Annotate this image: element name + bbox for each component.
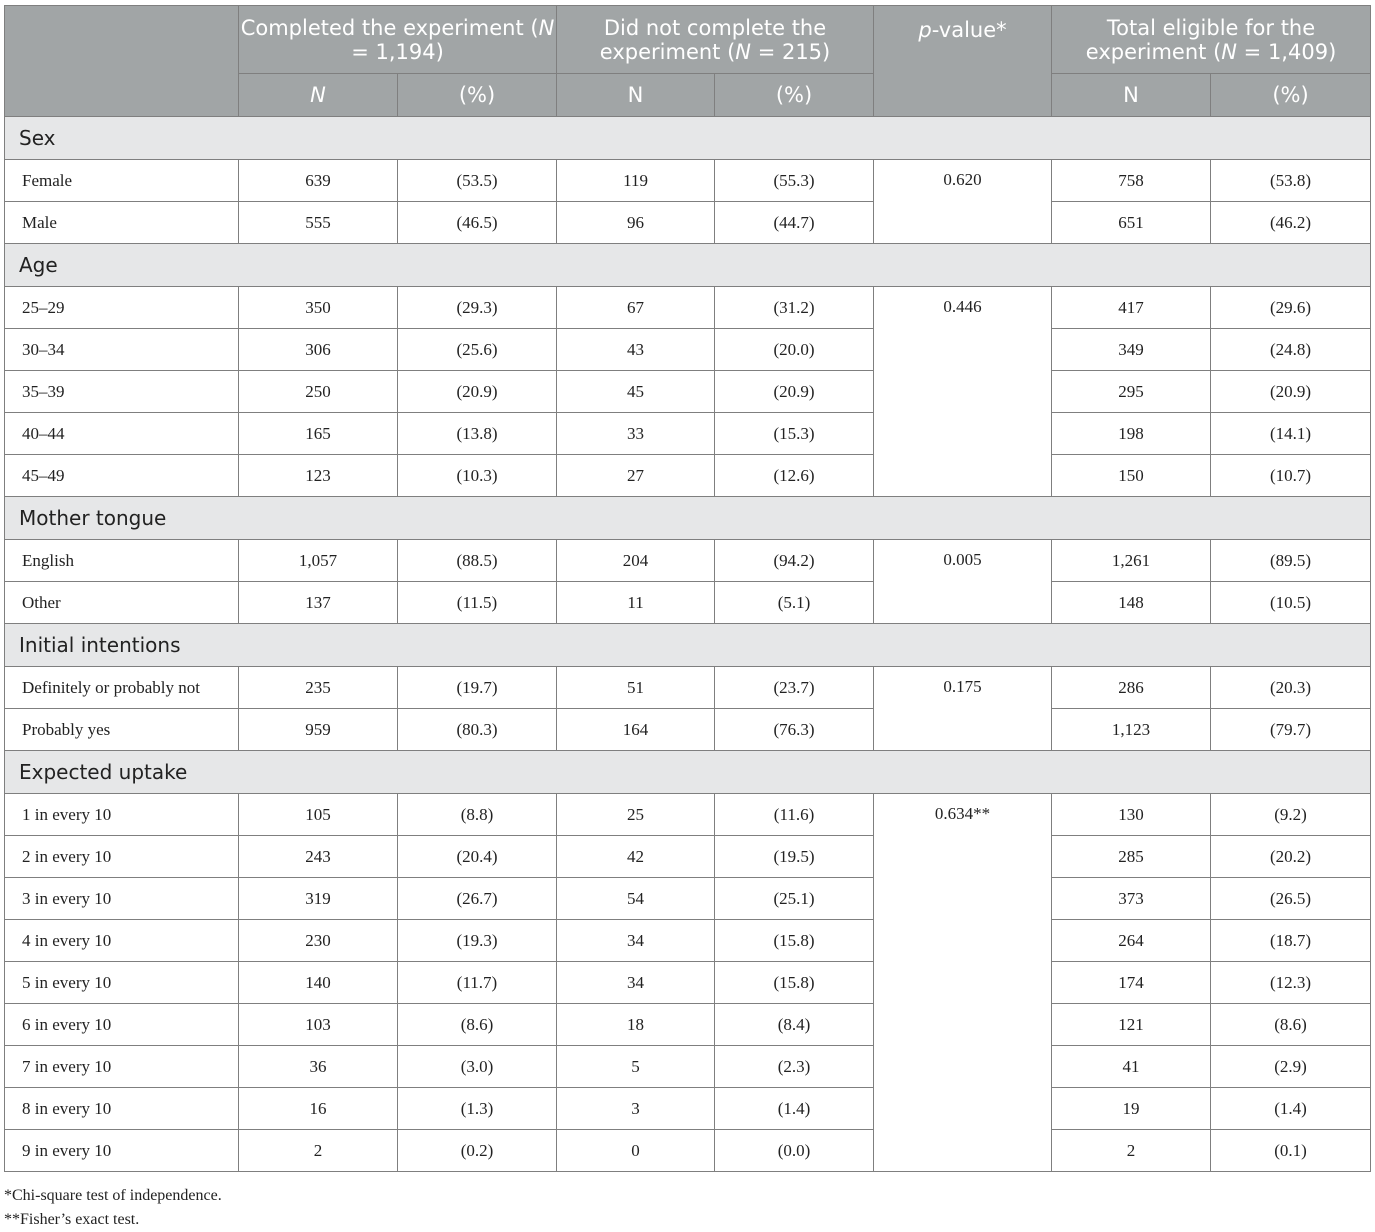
total-n-cell: 264 <box>1052 920 1211 962</box>
completed-pct-cell: (29.3) <box>398 287 557 329</box>
table-row <box>5 794 1371 836</box>
not-completed-n-cell: 67 <box>557 287 715 329</box>
not-completed-pct-cell: (25.1) <box>715 878 874 920</box>
total-n-cell: 651 <box>1052 202 1211 244</box>
completed-n-cell: 230 <box>239 920 398 962</box>
completed-n-cell: 137 <box>239 582 398 624</box>
section-title: Expected uptake <box>5 751 1371 794</box>
subheader-total-n: N <box>1052 74 1211 117</box>
completed-n-cell: 243 <box>239 836 398 878</box>
footnotes <box>4 1184 222 1232</box>
table-row <box>5 878 1371 920</box>
row-label: Male <box>5 202 239 244</box>
completed-n-cell: 105 <box>239 794 398 836</box>
total-n-cell: 41 <box>1052 1046 1211 1088</box>
table-row <box>5 1004 1371 1046</box>
section-row <box>5 497 1371 540</box>
section-row <box>5 117 1371 160</box>
total-n-cell: 198 <box>1052 413 1211 455</box>
row-label: 25–29 <box>5 287 239 329</box>
section-row <box>5 624 1371 667</box>
not-completed-n-cell: 204 <box>557 540 715 582</box>
not-completed-n-cell: 34 <box>557 962 715 1004</box>
section-title: Initial intentions <box>5 624 1371 667</box>
not-completed-n-cell: 43 <box>557 329 715 371</box>
row-label: 5 in every 10 <box>5 962 239 1004</box>
not-completed-pct-cell: (5.1) <box>715 582 874 624</box>
total-pct-cell: (46.2) <box>1211 202 1371 244</box>
not-completed-pct-cell: (15.8) <box>715 920 874 962</box>
table-row <box>5 582 1371 624</box>
not-completed-pct-cell: (94.2) <box>715 540 874 582</box>
row-label: 7 in every 10 <box>5 1046 239 1088</box>
completed-pct-cell: (25.6) <box>398 329 557 371</box>
table-row <box>5 1046 1371 1088</box>
header-p-value: p-value* <box>874 6 1052 117</box>
not-completed-pct-cell: (55.3) <box>715 160 874 202</box>
total-pct-cell: (20.2) <box>1211 836 1371 878</box>
completed-pct-cell: (19.7) <box>398 667 557 709</box>
total-n-cell: 148 <box>1052 582 1211 624</box>
not-completed-n-cell: 45 <box>557 371 715 413</box>
table-row <box>5 413 1371 455</box>
table-row <box>5 455 1371 497</box>
total-pct-cell: (9.2) <box>1211 794 1371 836</box>
total-n-cell: 285 <box>1052 836 1211 878</box>
table-row <box>5 540 1371 582</box>
total-pct-cell: (8.6) <box>1211 1004 1371 1046</box>
p-value-cell: 0.634** <box>874 794 1052 1172</box>
not-completed-pct-cell: (76.3) <box>715 709 874 751</box>
not-completed-n-cell: 54 <box>557 878 715 920</box>
row-label: 40–44 <box>5 413 239 455</box>
section-row <box>5 244 1371 287</box>
total-pct-cell: (1.4) <box>1211 1088 1371 1130</box>
subheader-completed-pct: (%) <box>398 74 557 117</box>
p-value-cell: 0.005 <box>874 540 1052 624</box>
not-completed-n-cell: 11 <box>557 582 715 624</box>
demographics-table <box>4 5 1371 1172</box>
completed-pct-cell: (11.5) <box>398 582 557 624</box>
table-row <box>5 160 1371 202</box>
total-n-cell: 758 <box>1052 160 1211 202</box>
completed-pct-cell: (3.0) <box>398 1046 557 1088</box>
completed-n-cell: 2 <box>239 1130 398 1172</box>
completed-n-cell: 140 <box>239 962 398 1004</box>
table-row <box>5 1130 1371 1172</box>
row-label: 9 in every 10 <box>5 1130 239 1172</box>
section-title: Mother tongue <box>5 497 1371 540</box>
row-label: 3 in every 10 <box>5 878 239 920</box>
row-label: 35–39 <box>5 371 239 413</box>
header-blank-cell <box>5 6 239 117</box>
not-completed-pct-cell: (23.7) <box>715 667 874 709</box>
not-completed-pct-cell: (44.7) <box>715 202 874 244</box>
row-label: Female <box>5 160 239 202</box>
not-completed-n-cell: 25 <box>557 794 715 836</box>
table-row <box>5 202 1371 244</box>
completed-n-cell: 639 <box>239 160 398 202</box>
section-title: Sex <box>5 117 1371 160</box>
table-row <box>5 667 1371 709</box>
footnote-fisher: **Fisher’s exact test. <box>4 1211 140 1228</box>
total-pct-cell: (10.7) <box>1211 455 1371 497</box>
row-label: Probably yes <box>5 709 239 751</box>
completed-n-cell: 250 <box>239 371 398 413</box>
total-pct-cell: (18.7) <box>1211 920 1371 962</box>
total-n-cell: 286 <box>1052 667 1211 709</box>
not-completed-pct-cell: (1.4) <box>715 1088 874 1130</box>
total-pct-cell: (26.5) <box>1211 878 1371 920</box>
table-row <box>5 1088 1371 1130</box>
subheader-not-completed-n: N <box>557 74 715 117</box>
not-completed-pct-cell: (0.0) <box>715 1130 874 1172</box>
not-completed-pct-cell: (8.4) <box>715 1004 874 1046</box>
total-n-cell: 174 <box>1052 962 1211 1004</box>
total-n-cell: 349 <box>1052 329 1211 371</box>
header-total: Total eligible for the experiment (N = 1,409) <box>1052 6 1371 74</box>
total-n-cell: 1,123 <box>1052 709 1211 751</box>
not-completed-n-cell: 27 <box>557 455 715 497</box>
completed-pct-cell: (10.3) <box>398 455 557 497</box>
completed-n-cell: 103 <box>239 1004 398 1046</box>
table-row <box>5 709 1371 751</box>
completed-n-cell: 235 <box>239 667 398 709</box>
table-row <box>5 371 1371 413</box>
completed-n-cell: 350 <box>239 287 398 329</box>
header-not-completed: Did not complete the experiment (N = 215) <box>557 6 874 74</box>
total-pct-cell: (29.6) <box>1211 287 1371 329</box>
total-pct-cell: (20.9) <box>1211 371 1371 413</box>
footnote-chi-square: *Chi-square test of independence. <box>4 1187 222 1204</box>
total-n-cell: 417 <box>1052 287 1211 329</box>
total-pct-cell: (12.3) <box>1211 962 1371 1004</box>
total-n-cell: 295 <box>1052 371 1211 413</box>
row-label: 8 in every 10 <box>5 1088 239 1130</box>
completed-n-cell: 306 <box>239 329 398 371</box>
not-completed-pct-cell: (15.3) <box>715 413 874 455</box>
not-completed-pct-cell: (19.5) <box>715 836 874 878</box>
completed-n-cell: 16 <box>239 1088 398 1130</box>
total-pct-cell: (79.7) <box>1211 709 1371 751</box>
subheader-total-pct: (%) <box>1211 74 1371 117</box>
total-pct-cell: (20.3) <box>1211 667 1371 709</box>
not-completed-pct-cell: (12.6) <box>715 455 874 497</box>
completed-pct-cell: (20.9) <box>398 371 557 413</box>
not-completed-pct-cell: (31.2) <box>715 287 874 329</box>
total-n-cell: 2 <box>1052 1130 1211 1172</box>
completed-n-cell: 123 <box>239 455 398 497</box>
row-label: Definitely or probably not <box>5 667 239 709</box>
not-completed-n-cell: 3 <box>557 1088 715 1130</box>
section-row <box>5 751 1371 794</box>
table-row <box>5 962 1371 1004</box>
table-body <box>5 117 1371 1172</box>
not-completed-pct-cell: (20.9) <box>715 371 874 413</box>
row-label: 2 in every 10 <box>5 836 239 878</box>
completed-pct-cell: (11.7) <box>398 962 557 1004</box>
completed-pct-cell: (8.8) <box>398 794 557 836</box>
completed-n-cell: 36 <box>239 1046 398 1088</box>
p-value-cell: 0.175 <box>874 667 1052 751</box>
completed-n-cell: 555 <box>239 202 398 244</box>
p-value-cell: 0.446 <box>874 287 1052 497</box>
not-completed-n-cell: 164 <box>557 709 715 751</box>
completed-pct-cell: (1.3) <box>398 1088 557 1130</box>
completed-n-cell: 959 <box>239 709 398 751</box>
p-value-cell: 0.620 <box>874 160 1052 244</box>
total-pct-cell: (0.1) <box>1211 1130 1371 1172</box>
not-completed-n-cell: 34 <box>557 920 715 962</box>
total-n-cell: 121 <box>1052 1004 1211 1046</box>
header-completed: Completed the experiment (N = 1,194) <box>239 6 557 74</box>
subheader-not-completed-pct: (%) <box>715 74 874 117</box>
total-n-cell: 150 <box>1052 455 1211 497</box>
total-pct-cell: (14.1) <box>1211 413 1371 455</box>
completed-pct-cell: (53.5) <box>398 160 557 202</box>
row-label: 4 in every 10 <box>5 920 239 962</box>
total-pct-cell: (2.9) <box>1211 1046 1371 1088</box>
total-n-cell: 19 <box>1052 1088 1211 1130</box>
section-title: Age <box>5 244 1371 287</box>
total-pct-cell: (89.5) <box>1211 540 1371 582</box>
completed-pct-cell: (19.3) <box>398 920 557 962</box>
row-label: 45–49 <box>5 455 239 497</box>
row-label: 6 in every 10 <box>5 1004 239 1046</box>
completed-pct-cell: (26.7) <box>398 878 557 920</box>
not-completed-n-cell: 18 <box>557 1004 715 1046</box>
table-row <box>5 836 1371 878</box>
completed-pct-cell: (80.3) <box>398 709 557 751</box>
not-completed-n-cell: 96 <box>557 202 715 244</box>
total-pct-cell: (24.8) <box>1211 329 1371 371</box>
total-pct-cell: (10.5) <box>1211 582 1371 624</box>
total-n-cell: 1,261 <box>1052 540 1211 582</box>
completed-pct-cell: (8.6) <box>398 1004 557 1046</box>
row-label: 30–34 <box>5 329 239 371</box>
completed-n-cell: 165 <box>239 413 398 455</box>
not-completed-n-cell: 51 <box>557 667 715 709</box>
total-n-cell: 130 <box>1052 794 1211 836</box>
row-label: 1 in every 10 <box>5 794 239 836</box>
table-row <box>5 287 1371 329</box>
completed-n-cell: 319 <box>239 878 398 920</box>
total-n-cell: 373 <box>1052 878 1211 920</box>
not-completed-n-cell: 119 <box>557 160 715 202</box>
completed-pct-cell: (88.5) <box>398 540 557 582</box>
not-completed-pct-cell: (15.8) <box>715 962 874 1004</box>
not-completed-pct-cell: (20.0) <box>715 329 874 371</box>
not-completed-n-cell: 5 <box>557 1046 715 1088</box>
completed-pct-cell: (46.5) <box>398 202 557 244</box>
completed-n-cell: 1,057 <box>239 540 398 582</box>
not-completed-n-cell: 42 <box>557 836 715 878</box>
table-row <box>5 329 1371 371</box>
row-label: English <box>5 540 239 582</box>
not-completed-pct-cell: (2.3) <box>715 1046 874 1088</box>
row-label: Other <box>5 582 239 624</box>
table-row <box>5 920 1371 962</box>
subheader-completed-n: N <box>239 74 398 117</box>
completed-pct-cell: (13.8) <box>398 413 557 455</box>
not-completed-n-cell: 33 <box>557 413 715 455</box>
not-completed-n-cell: 0 <box>557 1130 715 1172</box>
completed-pct-cell: (0.2) <box>398 1130 557 1172</box>
total-pct-cell: (53.8) <box>1211 160 1371 202</box>
not-completed-pct-cell: (11.6) <box>715 794 874 836</box>
completed-pct-cell: (20.4) <box>398 836 557 878</box>
